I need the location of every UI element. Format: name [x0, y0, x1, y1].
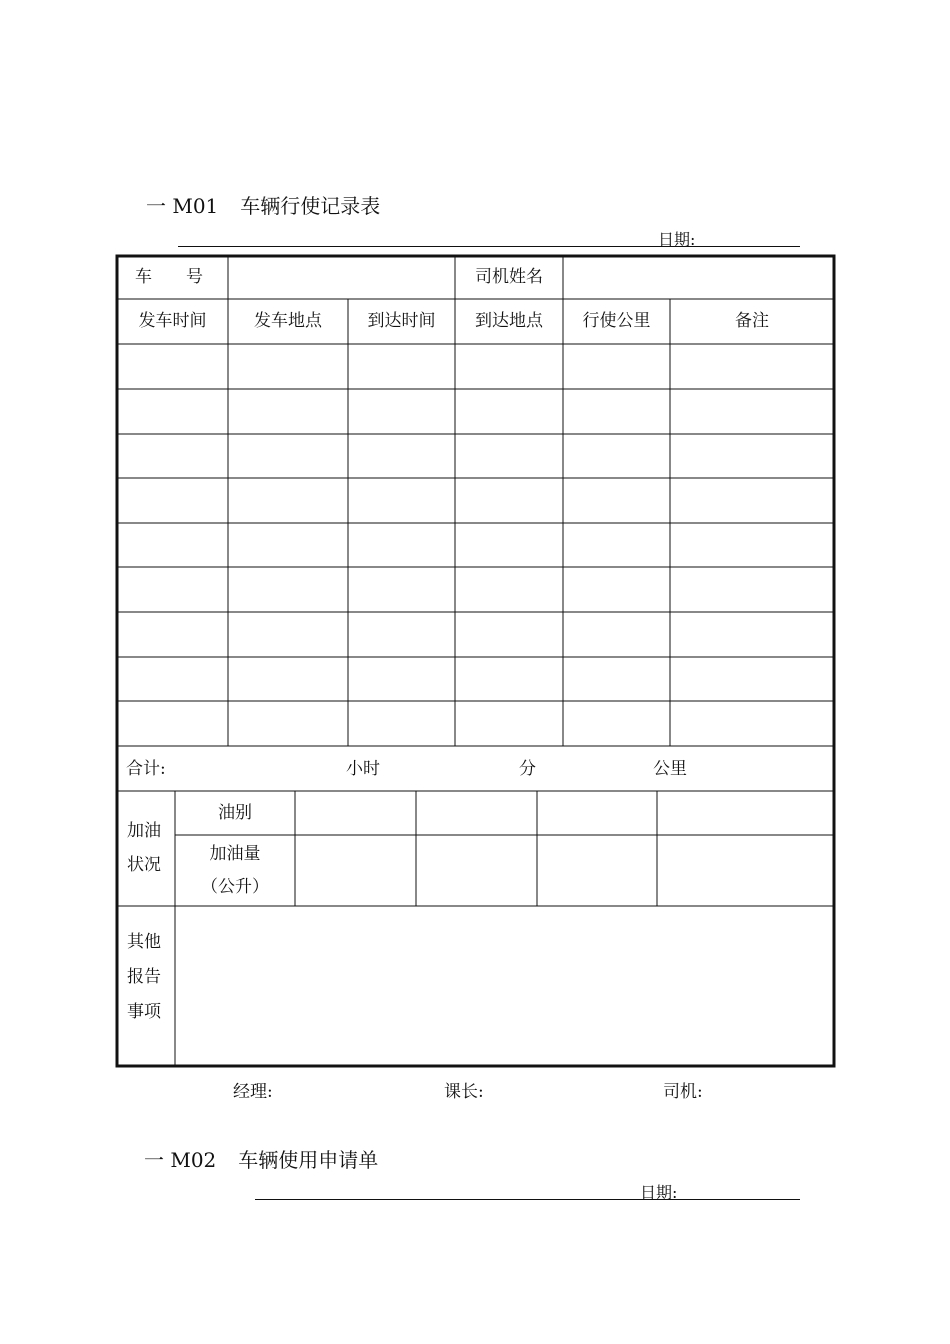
fuel-amount-label: 加油量	[209, 844, 261, 864]
fuel-status-label-1: 加油	[127, 821, 161, 841]
form1-code: 一 M01	[146, 194, 219, 218]
car-number-label: 车 号	[135, 267, 203, 287]
col-header-mileage: 行使公里	[582, 311, 651, 331]
other-label-3: 事项	[127, 1002, 161, 1022]
hours-label: 小时	[346, 759, 380, 779]
fuel-type-label: 油别	[218, 803, 252, 823]
km-label: 公里	[653, 759, 687, 779]
form2-code: 一 M02	[144, 1148, 217, 1172]
other-label-2: 报告	[127, 967, 161, 987]
other-label-1: 其他	[127, 932, 161, 952]
form1-date-label: 日期:	[658, 230, 696, 249]
col-header-remarks: 备注	[735, 311, 769, 331]
form2-date-line[interactable]	[255, 1179, 800, 1200]
form2-heading	[144, 1144, 378, 1173]
manager-signature-label: 经理:	[233, 1082, 273, 1102]
col-header-arrival-place: 到达地点	[475, 311, 543, 331]
col-header-departure-place: 发车地点	[254, 311, 322, 331]
total-label: 合计:	[126, 759, 166, 779]
minutes-label: 分	[519, 759, 536, 779]
driver-name-label: 司机姓名	[475, 267, 543, 287]
section-chief-signature-label: 课长:	[444, 1082, 484, 1102]
form2-title: 车辆使用申请单	[238, 1148, 379, 1172]
form2-date-label: 日期:	[640, 1183, 678, 1202]
fuel-status-label-2: 状况	[127, 855, 161, 875]
col-header-departure-time: 发车时间	[138, 311, 207, 331]
col-header-arrival-time: 到达时间	[367, 311, 436, 331]
driver-signature-label: 司机:	[663, 1082, 703, 1102]
fuel-amount-unit: （公升）	[201, 877, 269, 897]
form1-title: 车辆行使记录表	[240, 194, 381, 218]
